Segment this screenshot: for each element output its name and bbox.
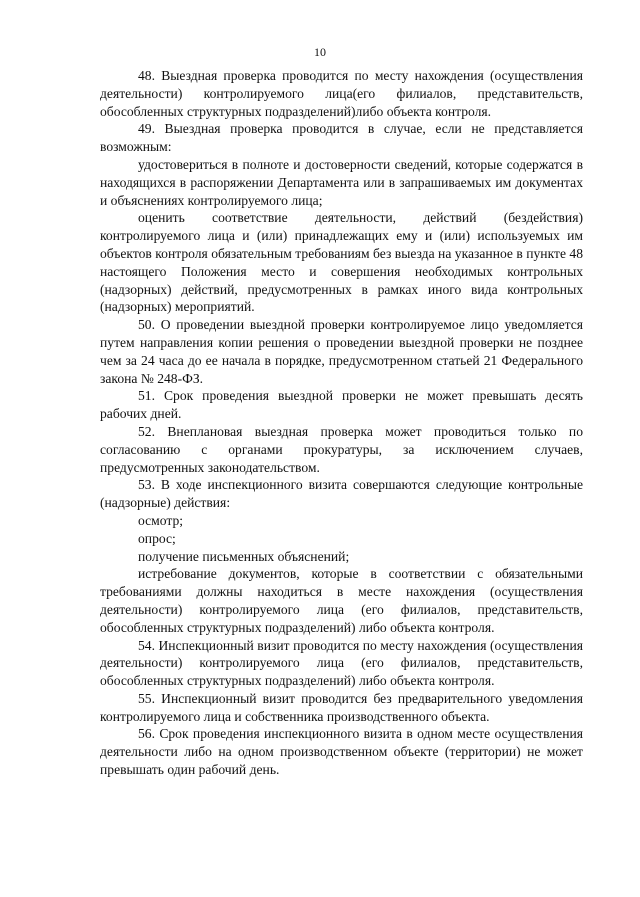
paragraph-49: 49. Выездная проверка проводится в случае, если не представляется возможным: [100,121,583,155]
paragraph-53-item-1: осмотр; [138,512,184,528]
paragraph-56: 56. Срок проведения инспекционного визита в одном месте осуществления деятельности либо на одном производственном объекте (территории) не может превышать один рабочий день. [100,726,583,778]
paragraph-50: 50. О проведении выездной проверки контролируемое лицо уведомляется путем направления копии решения о проведении выездной проверки не позднее чем за 24 часа до ее начала в порядке, предусмотренном статьей 21 Федерального закона № 248-ФЗ. [100,317,583,386]
paragraph-52: 52. Внеплановая выездная проверка может проводиться только по согласованию с органами прокуратуры, за исключением случаев, предусмотренных законодательством. [100,423,583,475]
paragraph-53-item-4: истребование документов, которые в соответствии с обязательными требованиями должны находиться в месте нахождения (осуществления деятельности) контролируемого лица (его филиалов, представительств, обособленных структурных подразделений) либо объекта контроля. [100,566,583,635]
paragraph-53-item-3: получение письменных объяснений; [138,548,350,564]
paragraph-53-item-2: опрос; [138,530,176,546]
paragraph-53: 53. В ходе инспекционного визита совершаются следующие контрольные (надзорные) действия: [100,477,583,511]
paragraph-55: 55. Инспекционный визит проводится без предварительного уведомления контролируемого лица и собственника производственного объекта. [100,690,583,724]
paragraph-48: 48. Выездная проверка проводится по месту нахождения (осуществления деятельности) контролируемого лица(его филиалов, представительств, обособленных структурных подразделений)либо объекта контроля. [100,68,583,119]
paragraph-54: 54. Инспекционный визит проводится по месту нахождения (осуществления деятельности) контролируемого лица (его филиалов, представительств, обособленных структурных подразделений) либо объекта контроля. [100,637,583,689]
paragraph-49-item-2: оценить соответствие деятельности, действий (бездействия) контролируемого лица и (или) принадлежащих ему и (или) используемых им объектов контроля обязательным требованиям без выезда на указанное в пункте 48 настоящего Положения место и совершения необходимых контрольных (надзорных) действий, предусмотренных в рамках иного вида контрольных (надзорных) мероприятий. [100,210,583,315]
paragraph-49-item-1: удостовериться в полноте и достоверности сведений, которые содержатся в находящихся в распоряжении Департамента или в запрашиваемых им документах и объяснениях контролируемого лица; [100,156,583,208]
document-body [100,67,583,779]
paragraph-51: 51. Срок проведения выездной проверки не может превышать десять рабочих дней. [100,388,583,422]
page-number: 10 [314,45,326,59]
